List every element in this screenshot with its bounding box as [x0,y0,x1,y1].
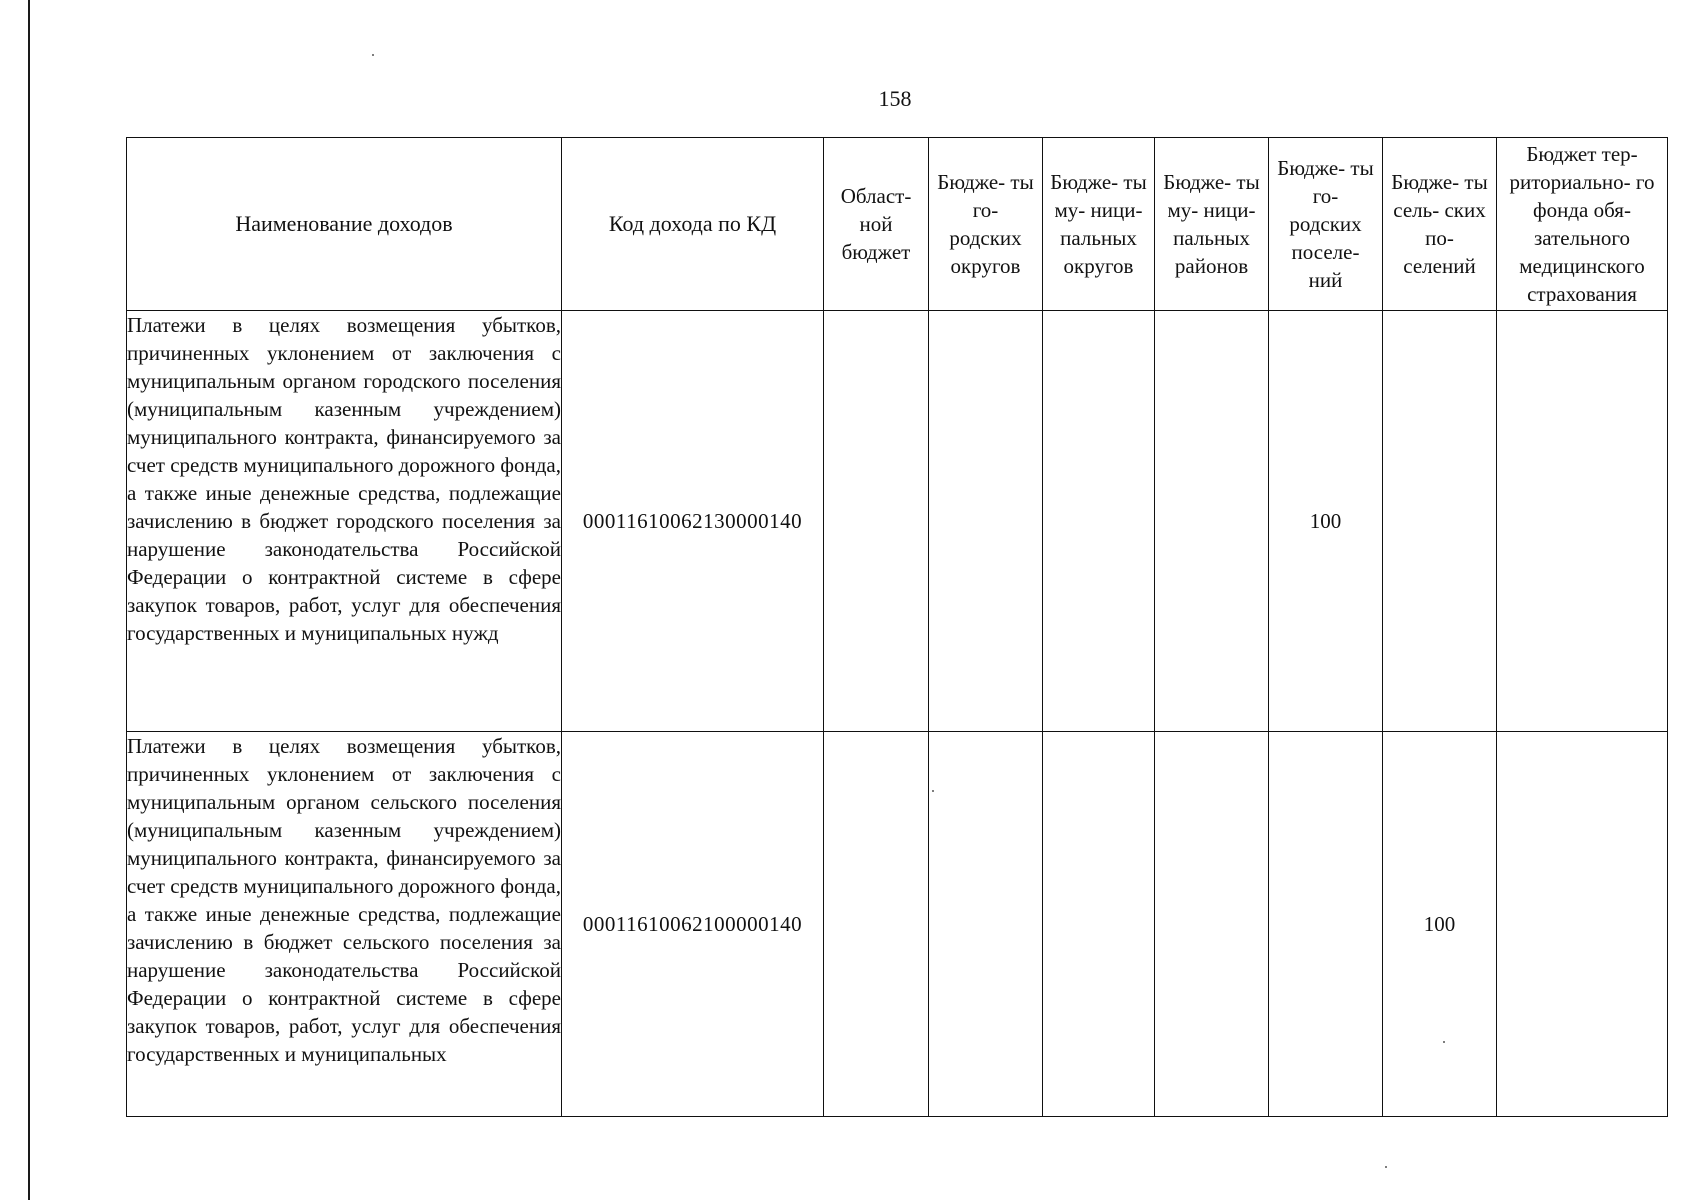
regional-budget-cell [824,732,929,1117]
regional-budget-cell [824,311,929,732]
column-header-rural-settlement-budgets: Бюдже- ты сель- ских по- селений [1383,138,1497,311]
column-header-municipal-area-budgets: Бюдже- ты му- ници- пальных районов [1155,138,1269,311]
municipal-district-budgets-cell [1043,311,1155,732]
column-header-municipal-district-budgets: Бюдже- ты му- ници- пальных округов [1043,138,1155,311]
rural-settlement-budgets-cell [1383,311,1497,732]
municipal-area-budgets-cell [1155,732,1269,1117]
column-header-city-district-budgets: Бюдже- ты го- родских округов [929,138,1043,311]
column-header-medical-insurance-fund-budget: Бюджет тер- риториально- го фонда обя- зательного медицинского страхования [1497,138,1668,311]
municipal-district-budgets-cell [1043,732,1155,1117]
revenue-name-cell [127,732,562,1117]
urban-settlement-budgets-cell [1269,732,1383,1117]
column-header-urban-settlement-budgets: Бюдже- ты го- родских поселе- ний [1269,138,1383,311]
table-header-row [127,138,1668,311]
municipal-area-budgets-cell [1155,311,1269,732]
medical-insurance-fund-cell [1497,311,1668,732]
column-header-regional-budget: Област- ной бюджет [824,138,929,311]
column-header-revenue-code: Код дохода по КД [562,138,824,311]
table-row [127,732,1668,1117]
revenue-name-cell: Платежи в целях возмещения убытков, причиненных уклонением от заключения с муниципальным органом городского поселения (муниципальным казенным учреждением) муниципального контракта, финансируемого за счет средств муниципального дорожного фонда, а также иные денежные средства, подлежащие зачислению в бюджет городского поселения за нарушение законодательства Российской Федерации о контрактной системе в сфере закупок товаров, работ, услуг для обеспечения государственных и муниципальных нужд [127,311,562,732]
column-header-revenue-name: Наименование доходов [127,138,562,311]
medical-insurance-fund-cell [1497,732,1668,1117]
revenue-distribution-table [126,137,1668,1117]
scan-speck [372,54,374,56]
urban-settlement-budgets-cell: 100 [1269,311,1383,732]
revenue-code-cell: 00011610062130000140 [562,311,824,732]
scan-speck [1385,1166,1387,1168]
rural-settlement-budgets-cell: 100 [1383,732,1497,1117]
revenue-name-text: Платежи в целях возмещения убытков, причиненных уклонением от заключения с муниципальным органом сельского поселения (муниципальным казенным учреждением) муниципального контракта, финансируемого за счет средств муниципального дорожного фонда, а также иные денежные средства, подлежащие зачислению в бюджет сельского поселения за нарушение законодательства Российской Федерации о контрактной системе в сфере закупок товаров, работ, услуг для обеспечения государственных и муниципальных [127,734,561,1066]
table-row [127,311,1668,732]
page-number: 158 [878,86,912,111]
revenue-code-cell: 00011610062100000140 [562,732,824,1117]
binding-margin-line [28,0,30,1200]
city-district-budgets-cell [929,732,1043,1117]
city-district-budgets-cell [929,311,1043,732]
